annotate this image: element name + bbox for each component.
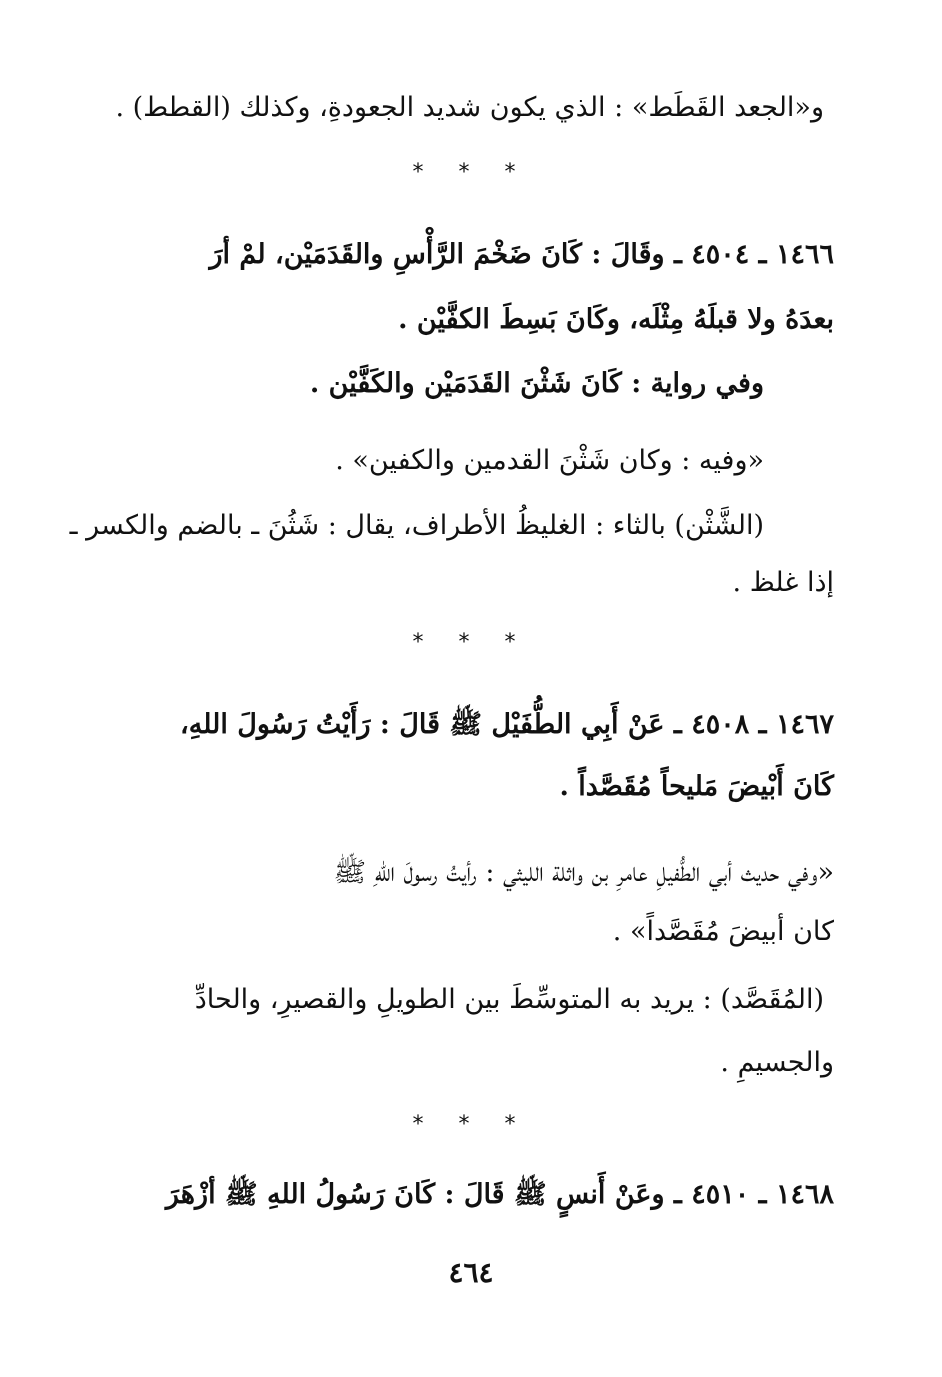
commentary-1467-line-3: (المُقَصَّد) : يريد به المتوسِّطَ بين الطويلِ والقصيرِ، والحادِّ <box>194 984 824 1015</box>
section-separator-2: * * * <box>412 630 530 655</box>
hadith-1466-line-2: بعدَهُ ولا قبلَهُ مِثْلَه، وكَانَ بَسِطَ الكفَّيْن . <box>398 304 834 335</box>
section-separator-3: * * * <box>412 1112 530 1137</box>
hadith-1468-line-1: ١٤٦٨ ـ ٤٥١٠ ـ وعَنْ أَنسٍ ﷺ قَالَ : كَانَ رَسُولُ اللهِ ﷺ أزْهَرَ <box>165 1179 834 1210</box>
commentary-1467-line-1: «وفي حديث أبي الطُّفيلِ عامرِ بن واثلة الليثي : رأيتُ رسولَ اللهِ ﷺ <box>333 857 834 888</box>
hadith-1467-line-1: ١٤٦٧ ـ ٤٥٠٨ ـ عَنْ أَبِي الطُّفَيْل ﷺ قَالَ : رَأَيْتُ رَسُولَ اللهِ، <box>180 709 834 740</box>
commentary-1466-line-1: «وفيه : وكان شَثْنَ القدمين والكفين» . <box>335 445 764 476</box>
commentary-1467-line-2: كان أبيضَ مُقَصَّداً» . <box>612 916 834 947</box>
hadith-1466-line-3: وفي رواية : كَانَ شَثْنَ القَدَمَيْن والكَفَّيْن . <box>309 368 764 399</box>
page-number: ٤٦٤ <box>448 1256 494 1289</box>
commentary-1466-line-3: إذا غلظ . <box>732 567 834 598</box>
text-line-1: و«الجعد القَطَط» : الذي يكون شديد الجعودةِ، وكذلك (القطط) . <box>115 92 824 123</box>
commentary-1466-line-2: (الشَّثْن) بالثاء : الغليظُ الأطراف، يقال : شَثُنَ ـ بالضم والكسر ـ <box>69 510 764 541</box>
section-separator-1: * * * <box>412 160 530 185</box>
hadith-1466-line-1: ١٤٦٦ ـ ٤٥٠٤ ـ وقَالَ : كَانَ ضَخْمَ الرَّأْسِ والقَدَمَيْن، لمْ أرَ <box>209 239 834 270</box>
hadith-1467-line-2: كَانَ أَبْيضَ مَليحاً مُقَصَّداً . <box>559 771 834 802</box>
commentary-1467-line-4: والجسيمِ . <box>720 1047 834 1078</box>
